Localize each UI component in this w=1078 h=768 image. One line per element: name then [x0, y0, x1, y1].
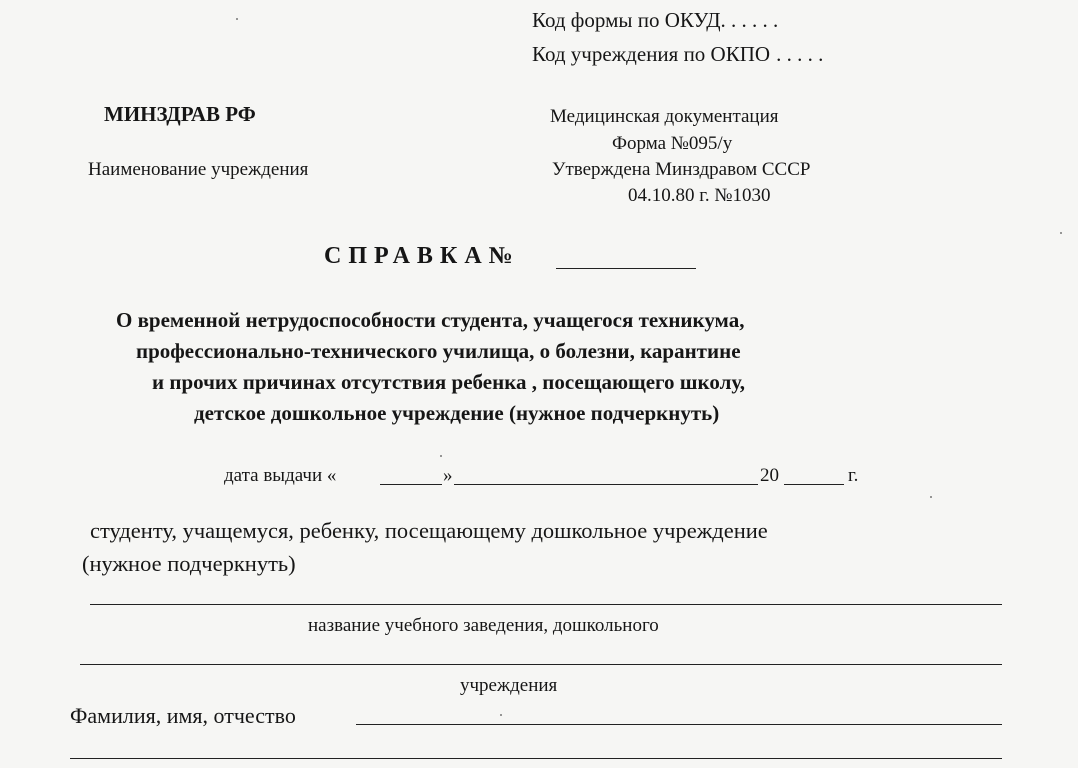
full-name-field-2[interactable] [70, 758, 1002, 759]
scan-speck [1060, 232, 1062, 234]
issue-date-quote-close: » [443, 465, 453, 486]
full-name-label: Фамилия, имя, отчество [70, 703, 296, 728]
okud-dots: . . . . . . [720, 8, 779, 32]
recipient-line-2: (нужное подчеркнуть) [82, 551, 296, 576]
institution-caption-line-2: учреждения [460, 675, 558, 696]
issue-day-field[interactable] [380, 484, 442, 485]
scan-speck [930, 496, 932, 498]
form-number: Форма №095/у [612, 133, 733, 154]
form-approved-by: Утверждена Минздравом СССР [552, 159, 811, 180]
institution-name-label: Наименование учреждения [88, 159, 309, 180]
scan-speck [500, 714, 502, 716]
okpo-code-row [532, 44, 823, 65]
issue-month-field[interactable] [454, 484, 758, 485]
form-approval-date: 04.10.80 г. №1030 [628, 185, 771, 206]
subtitle-line-3: и прочих причинах отсутствия ребенка , посещающего школу, [152, 370, 746, 394]
ministry-name: МИНЗДРАВ РФ [104, 102, 256, 126]
issue-date-prefix: дата выдачи « [224, 465, 337, 486]
okud-label: Код формы по ОКУД [532, 8, 721, 32]
full-name-field[interactable] [356, 724, 1002, 725]
issue-year-field[interactable] [784, 484, 844, 485]
issue-year-prefix: 20 [760, 465, 779, 486]
subtitle-line-4: детское дошкольное учреждение (нужное подчеркнуть) [194, 401, 720, 425]
recipient-line-1: студенту, учащемуся, ребенку, посещающему дошкольное учреждение [90, 518, 768, 543]
scan-speck [440, 455, 442, 457]
institution-field[interactable] [90, 604, 1002, 605]
institution-caption-line-1: название учебного заведения, дошкольного [308, 615, 659, 636]
issue-year-suffix: г. [848, 465, 859, 486]
okpo-label: Код учреждения по ОКПО [532, 42, 771, 66]
form-doc-type: Медицинская документация [550, 106, 779, 127]
certificate-number-field[interactable] [556, 268, 696, 269]
okpo-dots: . . . . . [776, 42, 824, 66]
page-title: СПРАВКА№ [324, 243, 520, 269]
subtitle-line-1: О временной нетрудоспособности студента, учащегося техникума, [116, 308, 745, 332]
institution-field-2[interactable] [80, 664, 1002, 665]
scan-speck [236, 18, 238, 20]
okud-code-row [532, 10, 778, 31]
subtitle-line-2: профессионально-технического училища, о болезни, карантине [136, 339, 741, 363]
